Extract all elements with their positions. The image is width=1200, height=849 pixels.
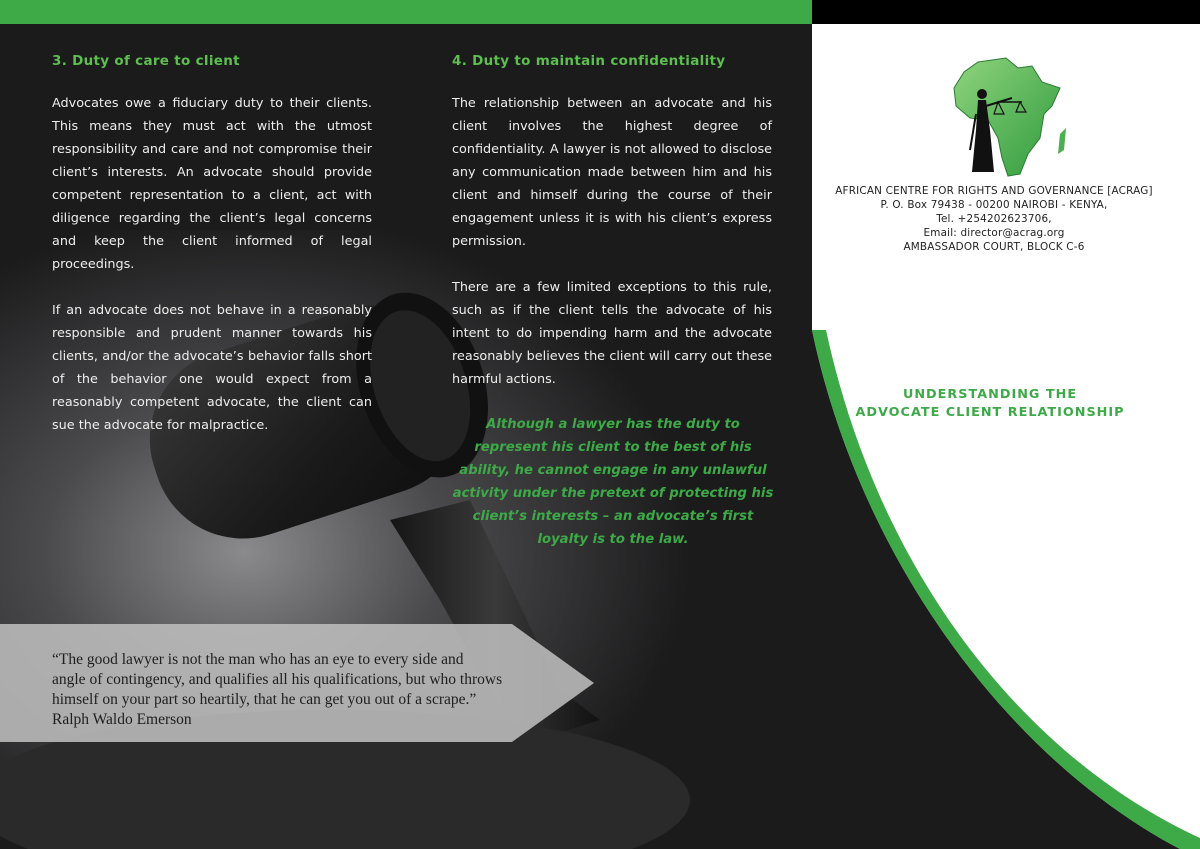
quote-author: Ralph Waldo Emerson (52, 711, 192, 728)
africa-justice-logo-icon (948, 54, 1070, 182)
paragraph: There are a few limited exceptions to this rule, such as if the client tells the advocate of his intent to do impending harm and the advocate reasonably believes the client will carry out these harmful actions. (452, 280, 772, 387)
emerson-quote (52, 650, 572, 730)
paragraph: Advocates owe a fiduciary duty to their clients. This means they must act with the utmost responsibility and care and not compromise their client’s interests. An advocate should provide competent representation to a client, act with diligence regarding the client’s legal concerns and keep the client informed of legal proceedings. (52, 96, 372, 272)
section-heading: 4. Duty to maintain confidentiality (452, 53, 726, 69)
building-address: AMBASSADOR COURT, BLOCK C-6 (903, 241, 1085, 253)
organization-contact (820, 184, 1168, 254)
confidentiality-section (452, 48, 772, 414)
duty-of-care-section (52, 48, 372, 460)
postal-address: P. O. Box 79438 - 00200 NAIROBI - KENYA, (880, 199, 1108, 211)
paragraph: If an advocate does not behave in a reasonably responsible and prudent manner towards his clients, and/or the advocate’s behavior falls short of the behavior one would expect from a reasonably competent advocate, the client can sue the advocate for malpractice. (52, 303, 372, 433)
quote-line: “The good lawyer is not the man who has an eye to every side and (52, 651, 464, 668)
callout-text: Although a lawyer has the duty to represent his client to the best of his ability, he cannot engage in any unlawful activity under the pretext of protecting his client’s interests – an advocate’s first loyalty is to the law. (452, 417, 774, 547)
quote-line: angle of contingency, and qualifies all his qualifications, but who throws (52, 671, 503, 688)
phone-number: Tel. +254202623706, (936, 213, 1052, 225)
quote-line: himself on your part so heartily, that he can get you out of a scrape.” (52, 691, 477, 708)
paragraph: The relationship between an advocate and his client involves the highest degree of confidentiality. A lawyer is not allowed to disclose any communication made between him and his client and himself during the course of their engagement unless it is with his client’s express permission. (452, 96, 772, 249)
brochure-title (840, 386, 1140, 422)
organization-name: AFRICAN CENTRE FOR RIGHTS AND GOVERNANCE [ACRAG] (835, 185, 1153, 197)
email-address: Email: director@acrag.org (923, 227, 1065, 239)
title-line: ADVOCATE CLIENT RELATIONSHIP (855, 405, 1125, 420)
title-line: UNDERSTANDING THE (902, 387, 1078, 402)
section-heading: 3. Duty of care to client (52, 53, 240, 69)
